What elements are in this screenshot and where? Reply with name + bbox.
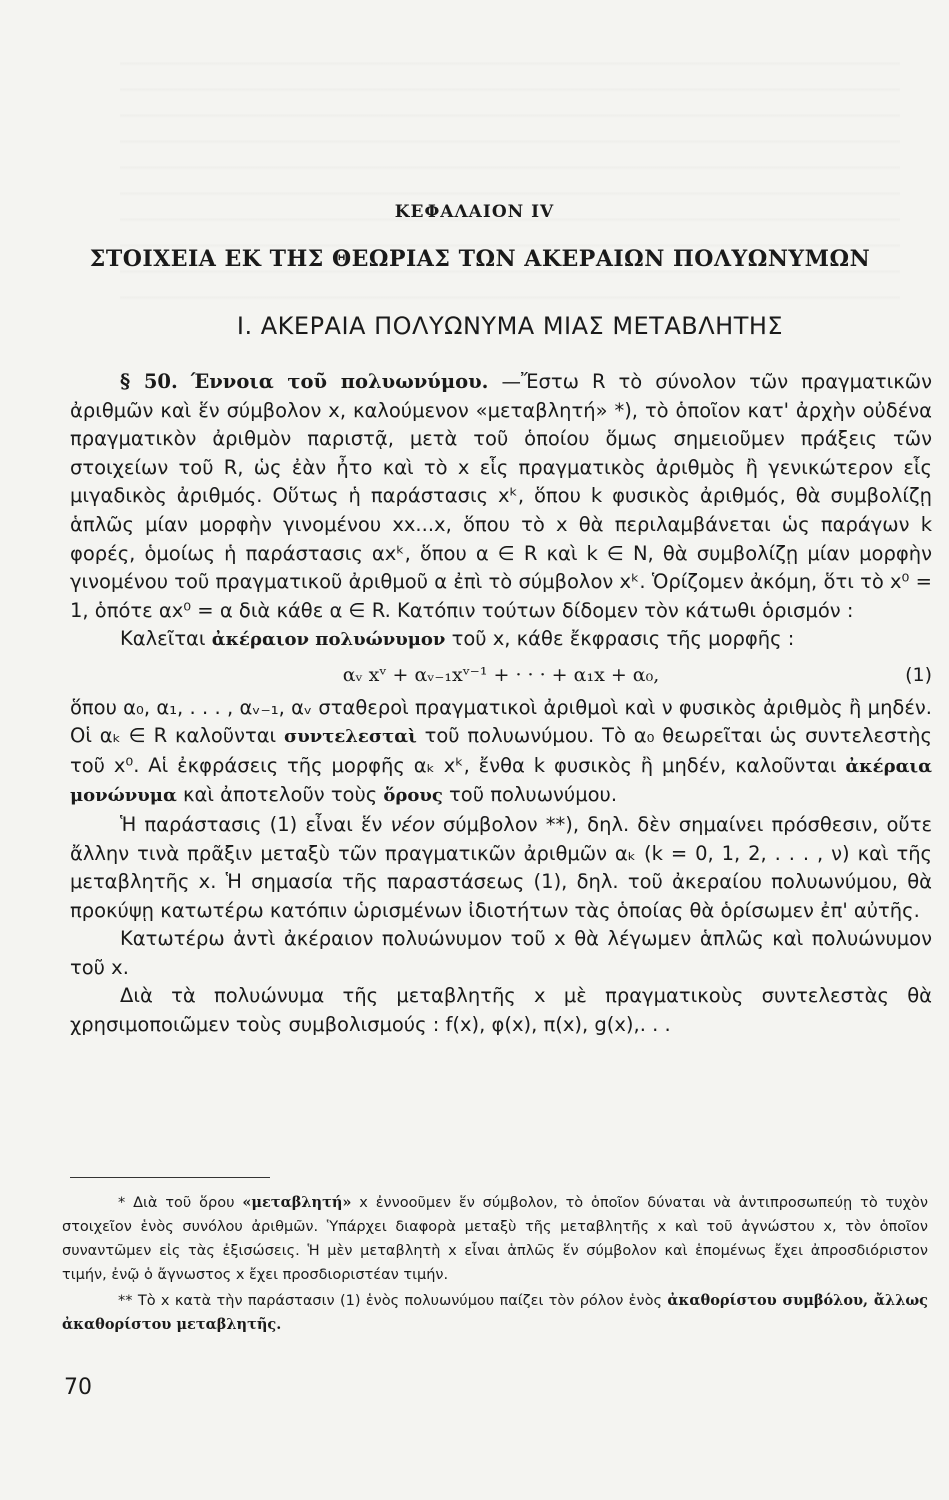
text-run: τοῦ πολυωνύμου. Τὸ α₀ θεωρεῖται ὡς συντελεστὴς τοῦ x⁰. Αἱ ἐκφράσεις τῆς μορφῆς αₖ xᵏ, ἔνθα k φυσικὸς ἢ μηδέν, καλοῦνται [70,724,932,777]
text-run: καὶ ἀποτελοῦν τοὺς [176,783,384,807]
paragraph-notation: Διὰ τὰ πολυώνυμα τῆς μεταβλητῆς x μὲ πραγματικοὺς συντελεστὰς θὰ χρησιμοποιῶμεν τοὺς συμβολισμούς : f(x), φ(x), π(x), g(x),. . . [70,984,932,1037]
paragraph-symbol [70,811,932,925]
bold-term: ἀκέραια μονώνυμα [70,755,932,807]
text-run: σύμβολον **), δηλ. δὲν σημαίνει πρόσθεσιν, οὔτε ἄλλην τινὰ πρᾶξιν μεταξὺ τῶν πραγματικῶν ἀριθμῶν αₖ (k = 0, 1, 2, . . . , ν) καὶ τῆς μεταβλητῆς x. Ἡ σημασία τῆς παραστάσεως (1), δηλ. τοῦ ἀκεραίου πολυωνύμου, θὰ προκύψῃ κατωτέρω κατόπιν ὡρισμένων ἰδιοτήτων τὰς ὁποίας θὰ ὁρίσωμεν ἐπ' αὐτῆς. [70,812,932,922]
bold-term: ἀκαθορίστου συμβόλου, ἄλλως ἀκαθορίστου μεταβλητῆς. [62,1292,928,1333]
bold-term: συντελεσταὶ [283,726,417,748]
chapter-title: ΣΤΟΙΧΕΙΑ ΕΚ ΤΗΣ ΘΕΩΡΙΑΣ ΤΩΝ ΑΚΕΡΑΙΩΝ ΠΟΛΥΩΝΥΜΩΝ [89,246,871,272]
text-run: τοῦ x, κάθε ἔκφρασις τῆς μορφῆς : [445,627,795,651]
text-run: * Διὰ τοῦ ὅρου [118,1195,243,1211]
paragraph-coefficients [70,694,932,811]
bold-term: «μεταβλητή» [242,1194,352,1211]
paragraph-definition-intro [70,368,932,625]
footnote-2 [62,1289,928,1337]
paragraph-shorthand: Κατωτέρω ἀντὶ ἀκέραιον πολυώνυμον τοῦ x θὰ λέγωμεν ἁπλῶς καὶ πολυώνυμον τοῦ x. [70,927,932,979]
text-run: x ἐννοοῦμεν ἕν σύμβολον, τὸ ὁποῖον δύναται νὰ ἀντιπροσωπεύῃ τὸ τυχὸν στοιχεῖον ἑνὸς συνόλου ἀριθμῶν. Ὑπάρχει διαφορὰ μεταξὺ τῆς μεταβλητῆς x καὶ τοῦ ἀγνώστου x, τὸν ὁποῖον συναντῶμεν εἰς τὰς ἐξισώσεις. Ἡ μὲν μεταβλητὴ x εἶναι ἁπλῶς ἕν σύμβολον καὶ ἑπομένως ἔχει ἀπροσδιόριστον τιμήν, ἐνῷ ὁ ἄγνωστος x ἔχει προσδιοριστέαν τιμήν. [62,1195,928,1283]
bold-term: ἀκέραιον πολυώνυμον [211,629,446,651]
footnote-rule [70,1177,270,1178]
paragraph-text: —Ἔστω R τὸ σύνολον τῶν πραγματικῶν ἀριθμῶν καὶ ἕν σύμβολον x, καλούμενον «μεταβλητή» *), τὸ ὁποῖον κατ' ἀρχὴν οὐδένα πραγματικὸν ἀριθμὸν παριστᾷ, μετὰ τοῦ ὁποίου ὅμως σημειοῦμεν πράξεις τῶν στοιχείων τοῦ R, ὡς ἐὰν ἦτο καὶ τὸ x εἷς πραγματικὸς ἀριθμὸς ἢ γενικώτερον εἷς μιγαδικὸς ἀριθμός. Οὕτως ἡ παράστασις xᵏ, ὅπου k φυσικὸς ἀριθμός, θὰ συμβολίζῃ ἁπλῶς μίαν μορφὴν γινομένου xx...x, ὅπου τὸ x θὰ περιλαμβάνεται ὡς παράγων k φορές, ὁμοίως ἡ παράστασις αxᵏ, ὅπου α ∈ R καὶ k ∈ N, θὰ συμβολίζῃ μίαν μορφὴν γινομένου τοῦ πραγματικοῦ ἀριθμοῦ α ἐπὶ τὸ σύμβολον xᵏ. Ὁρίζομεν ἀκόμη, ὅτι τὸ x⁰ = 1, ὁπότε αx⁰ = α διὰ κάθε α ∈ R. Κατόπιν τούτων δίδομεν τὸν κάτωθι ὁρισμόν : [70,370,932,622]
main-text [70,368,932,1040]
text-run: Ἡ παράστασις (1) εἶναι ἕν [120,812,391,836]
text-run: ὅπου α₀, α₁, . . . , αᵥ₋₁, αᵥ σταθεροὶ πραγματικοὶ ἀριθμοὶ καὶ ν φυσικὸς ἀριθμὸς ἢ μηδέν. Οἱ αₖ ∈ R καλοῦνται [70,695,932,748]
polynomial-formula [70,661,932,690]
text-run: ** Τὸ x κατὰ τὴν παράστασιν (1) ἑνὸς πολυωνύμου παίζει τὸν ρόλον ἑνὸς [118,1293,668,1309]
italic-term: νέον [390,812,435,836]
chapter-label: ΚΕΦΑΛΑΙΟΝ IV [394,202,555,222]
section-number: § 50. [120,370,178,393]
text-run: Καλεῖται [120,627,212,651]
paragraph-heading: Έννοια τοῦ πολυωνύμου. [190,370,489,393]
footnote-1 [62,1191,928,1287]
bold-term: ὅρους [383,785,443,807]
text-run: τοῦ πολυωνύμου. [442,783,618,807]
paragraph-definition [70,625,932,655]
equation-number: (1) [905,663,932,686]
section-title: Ι. ΑΚΕΡΑΙΑ ΠΟΛΥΩΝΥΜΑ ΜΙΑΣ ΜΕΤΑΒΛΗΤΗΣ [236,312,784,340]
footnotes [62,1191,928,1339]
formula-expression: αᵥ xᵛ + αᵥ₋₁xᵛ⁻¹ + · · · + α₁x + α₀, [342,663,660,686]
page-number: 70 [64,1375,92,1400]
